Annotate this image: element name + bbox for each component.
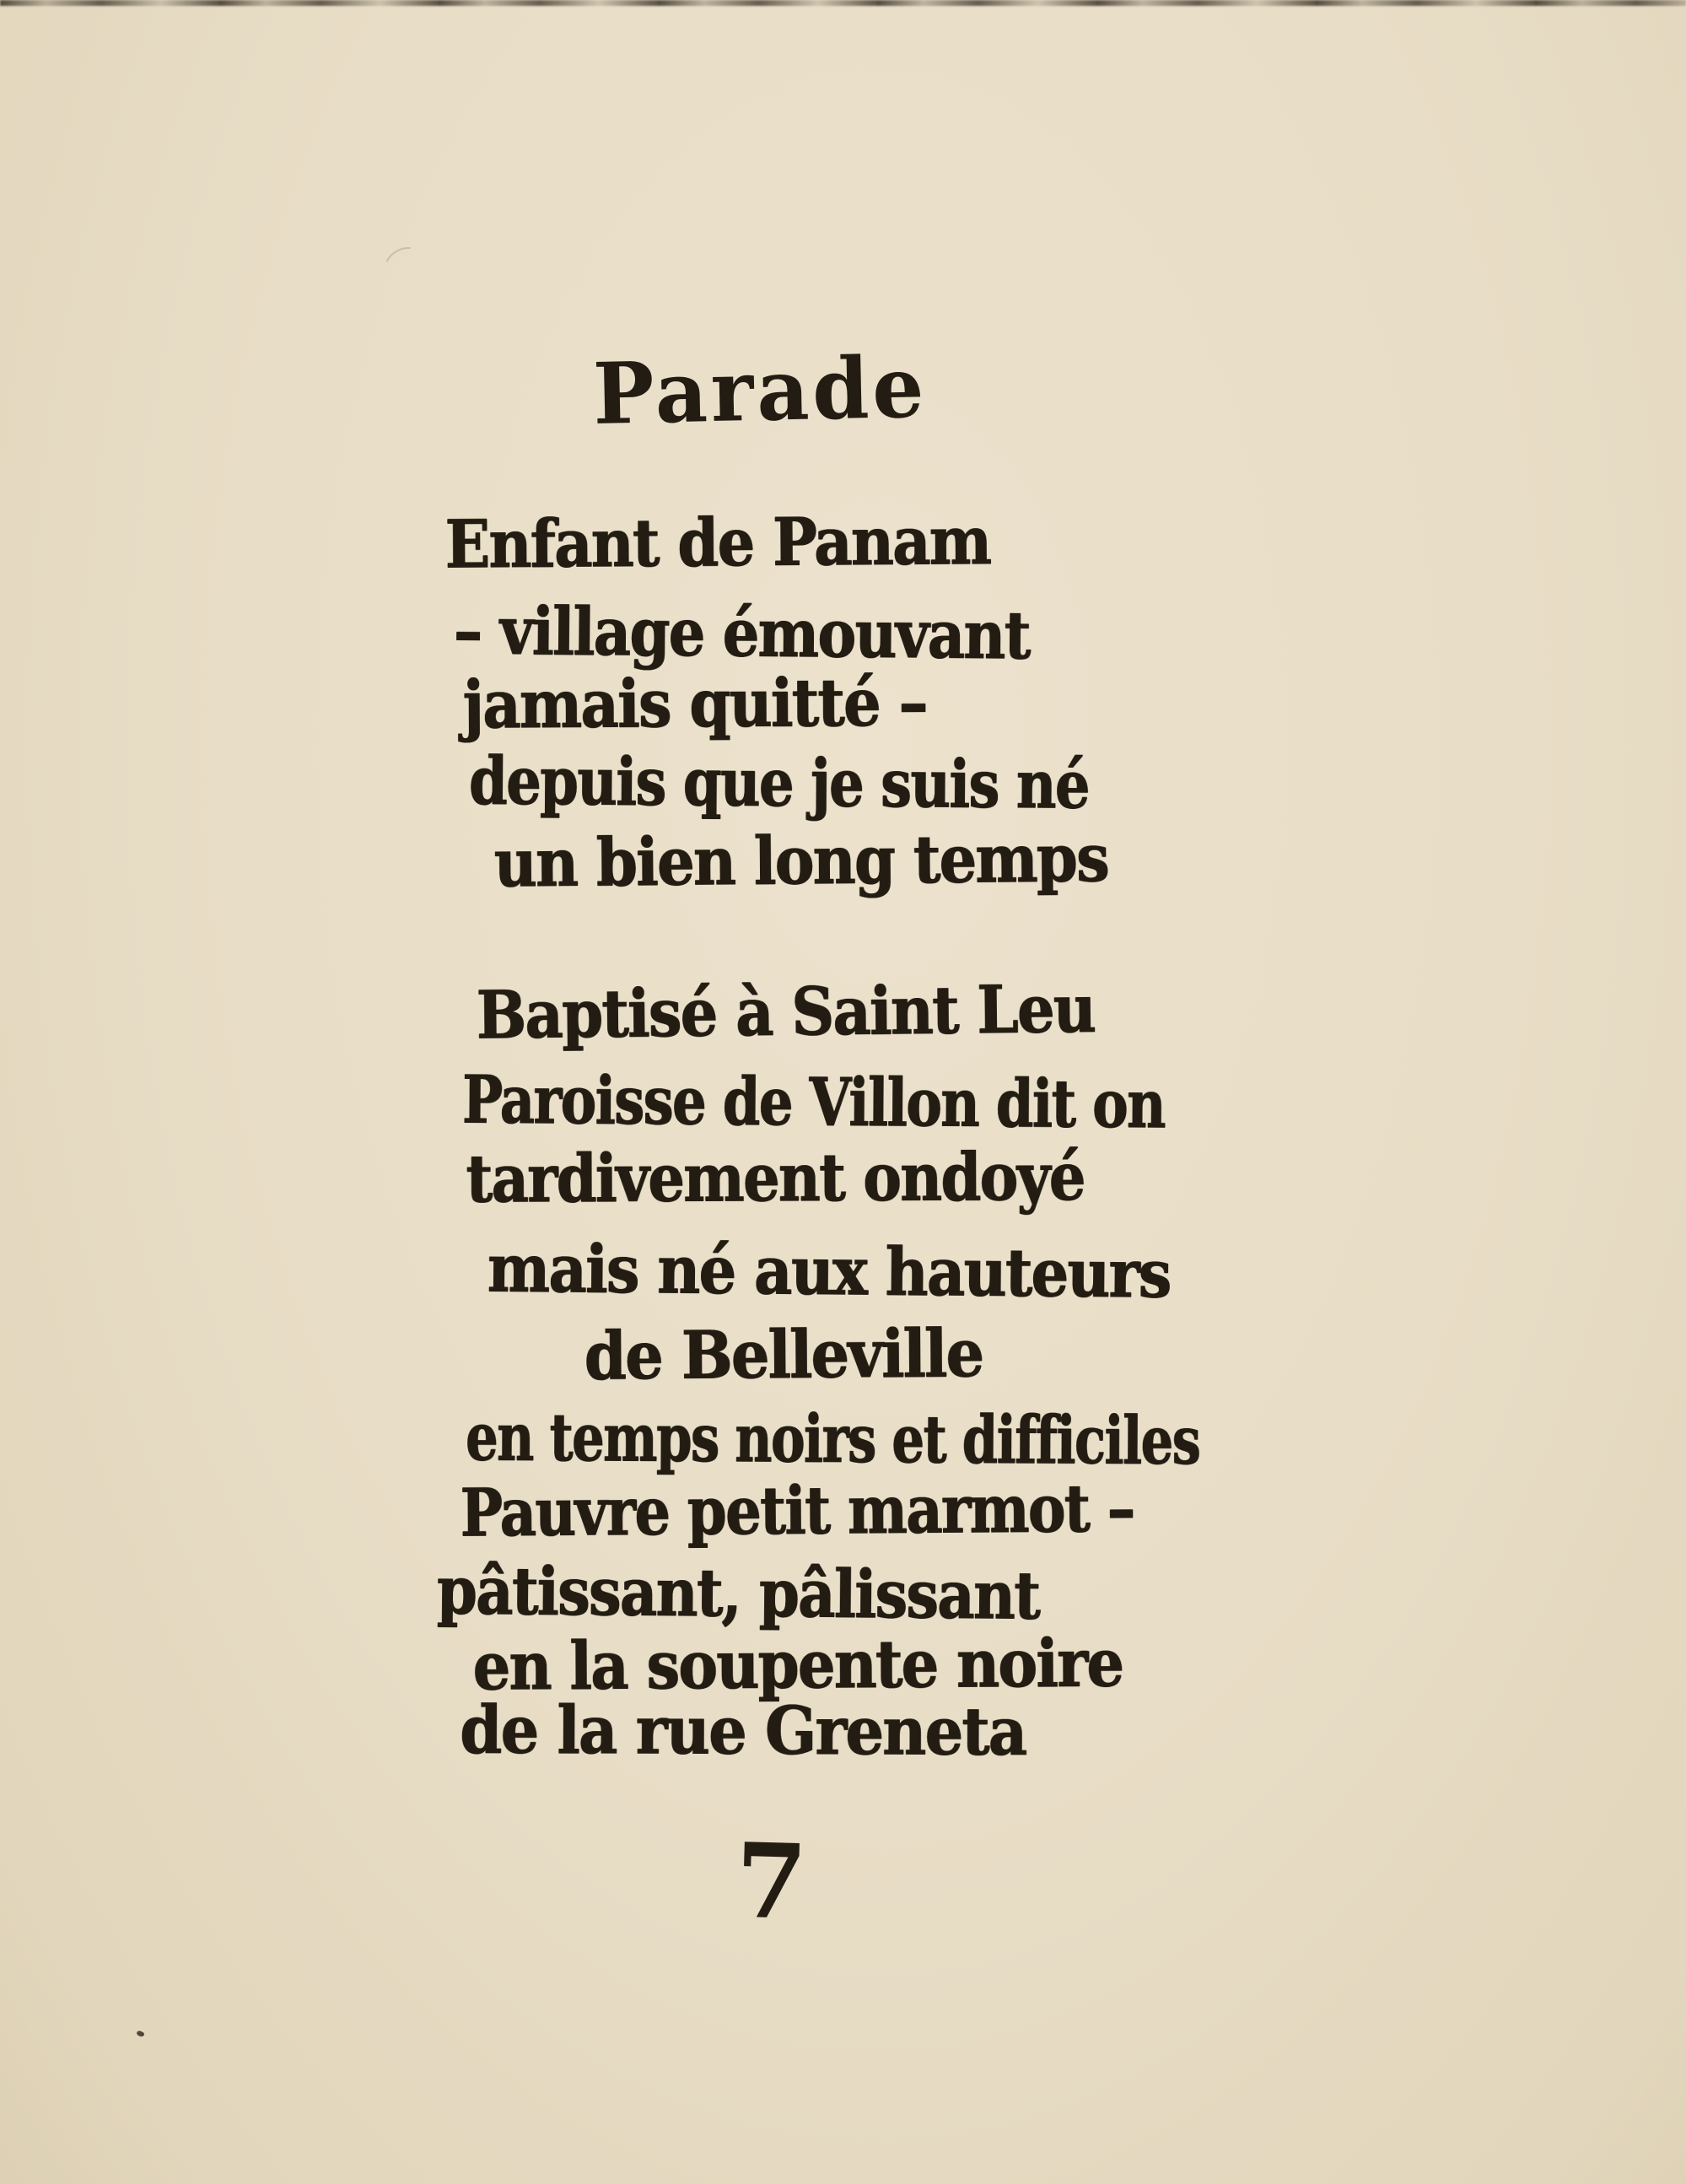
page-number: 7 — [734, 1819, 809, 1944]
poem-line: en la soupente noire — [472, 1624, 1123, 1705]
poem-line: Paroisse de Villon dit on — [461, 1061, 1165, 1143]
deckle-edge — [0, 0, 1686, 6]
paper-fiber — [380, 241, 424, 282]
poem-line: tardivement ondoyé — [466, 1138, 1085, 1217]
poem-line: depuis que je suis né — [468, 742, 1089, 824]
poem-line: un bien long temps — [493, 819, 1108, 902]
poem-title: Parade — [592, 337, 929, 444]
poem-line: de Belleville — [584, 1314, 983, 1394]
poem-line: en temps noirs et difficiles — [465, 1399, 1200, 1480]
poem-line: Baptisé à Saint Leu — [476, 970, 1096, 1054]
poem-line: jamais quitté – — [462, 664, 927, 743]
poem-line: pâtissant, pâlissant — [436, 1552, 1040, 1635]
poem-line: de la rue Greneta — [459, 1691, 1026, 1771]
poem-line: mais né aux hauteurs — [487, 1230, 1171, 1313]
poem-line: – village émouvant — [453, 592, 1030, 674]
poem-line: Enfant de Panam — [444, 502, 991, 583]
paper-speck — [136, 2030, 145, 2037]
poem-line: Pauvre petit marmot – — [460, 1469, 1134, 1551]
